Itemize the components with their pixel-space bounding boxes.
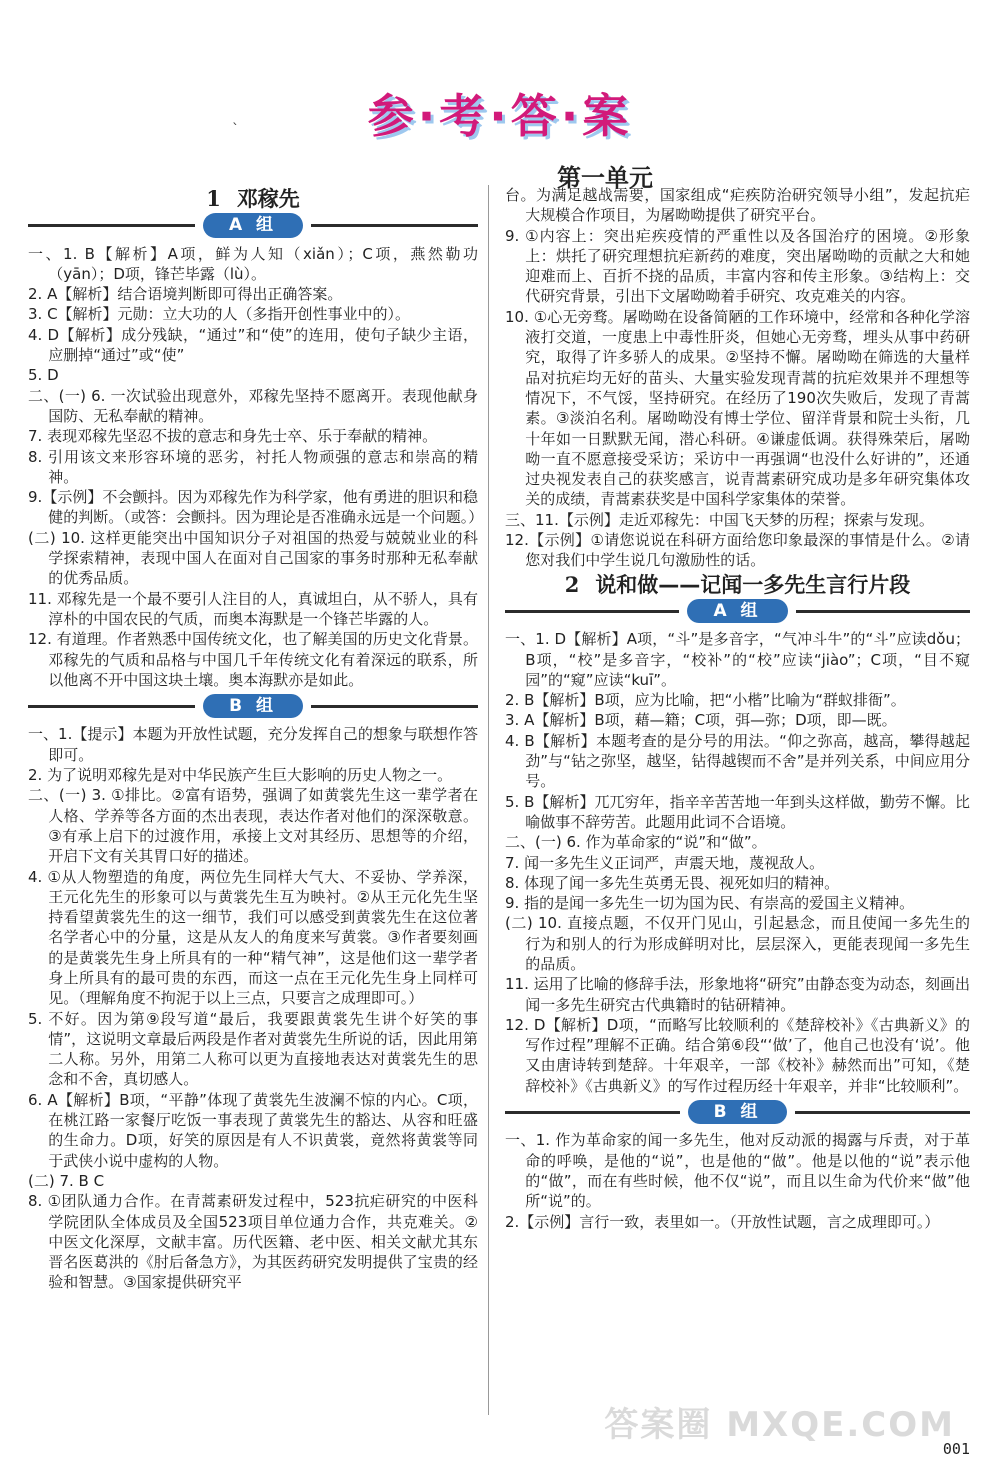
answer-item: (二) 10. 直接点题，不仅开门见山，引起悬念，而且使闻一多先生的行为和别人的行为形成鲜明对比，层层深入，更能表现闻一多先生的品质。 [505, 914, 970, 973]
lesson-number: 1 [206, 186, 221, 211]
answer-item: 7. 闻一多先生义正词严，声震天地，蔑视敌人。 [505, 853, 825, 872]
right-column [505, 185, 970, 1232]
group-rule [505, 610, 679, 613]
answer-item: 2. B【解析】B项，应为比喻，把“小楷”比喻为“群蚁排衙”。 [505, 691, 906, 710]
answer-item: 2.【示例】言行一致，表里如一。（开放性试题，言之成理即可。） [505, 1212, 940, 1231]
answer-item: 4. D【解析】成分残缺，“通过”和“使”的连用，使句子缺少主语，应删掉“通过”或“使” [28, 325, 478, 365]
answer-item: 一、1. 作为革命家的闻一多先生，他对反动派的揭露与斥责，对于革命的呼唤，是他的“说”，也是他的“做”。他是以他的“说”表示他的“做”，而在有些时候，他不仅“说”，而且以生命为代价来“做”他所“说”的。 [505, 1131, 970, 1211]
group-header [505, 599, 970, 623]
answer-item: 2. A【解析】结合语境判断即可得出正确答案。 [28, 285, 343, 304]
answer-item: 11. 运用了比喻的修辞手法，形象地将“研究”由静态变为动态，刻画出闻一多先生研究古代典籍时的钻研精神。 [505, 975, 970, 1014]
answer-item: 二、(一) 3. ①排比。②富有语势，强调了如黄裳先生这一辈学者在人格、学养等各方面的杰出表现，表达作者对他们的深深敬意。③有承上启下的过渡作用，承接上文对其经历、思想等的介绍，开启下文有关其胃口好的描述。 [28, 786, 478, 866]
answer-item: (二) 7. B C [28, 1171, 105, 1190]
unit-title: 第一单元 [557, 164, 653, 192]
lesson-title [28, 185, 478, 209]
group-rule [505, 1111, 680, 1114]
answer-item: 三、11.【示例】走近邓稼先：中国飞天梦的历程；探索与发现。 [505, 510, 934, 529]
answer-item: 11. 邓稼先是一个最不要引人注目的人，真诚坦白，从不骄人，具有淳朴的中国农民的气质，而奥本海默是一个锋芒毕露的人。 [28, 589, 478, 628]
lesson-title [505, 571, 970, 595]
answer-item: 2. 为了说明邓稼先是对中华民族产生巨大影响的历史人物之一。 [28, 766, 453, 785]
answer-item: 8. ①团队通力合作。在青蒿素研发过程中，523抗疟研究的中医科学院团队全体成员及全国523项目单位通力合作，共克难关。②中医文化深厚，文献丰富。历代医籍、老中医、相关文献尤其东晋名医葛洪的《肘后备急方》，为其医药研究发明提供了宝贵的经验和智慧。③国家提供研究平 [28, 1192, 478, 1292]
lesson-name: 说和做——记闻一多先生言行片段 [595, 572, 911, 597]
group-label: A 组 [687, 599, 787, 623]
answer-item: (二) 10. 这样更能突出中国知识分子对祖国的热爱与兢兢业业的科学探索精神，表现中国人在面对自己国家的事务时那种无私奉献的优秀品质。 [28, 528, 478, 588]
lesson-name: 邓稼先 [236, 187, 300, 211]
decorative-mark: ˋ [232, 122, 239, 138]
answer-item: 5. D [28, 366, 59, 385]
answer-item: 一、1. D【解析】A项，“斗”是多音字，“气冲斗牛”的“斗”应读dǒu；B项，“校”是多音字，“校补”的“校”应读“jiào”；C项，“目不窥园”的“窥”应读“kuī”。 [505, 630, 970, 689]
page-number: 001 [942, 1440, 970, 1458]
group-label: B 组 [203, 694, 303, 718]
group-label: A 组 [203, 213, 303, 237]
group-header [505, 1100, 970, 1124]
answer-item: 9. 指的是闻一多先生一切为国为民、有崇高的爱国主义精神。 [505, 894, 915, 913]
answer-item: 10. ①心无旁骛。屠呦呦在设备简陋的工作环境中，经常和各种化学溶液打交道，一度患上中毒性肝炎，但她心无旁骛，埋头从事中药研究，取得了许多骄人的成果。②坚持不懈。屠呦呦在筛选的大量样品对抗疟均无好的苗头、大量实验发现青蒿的抗疟效果并不理想等情况下，不气馁，坚持研究。在经历了190次失败后，发现了青蒿素。③淡泊名利。屠呦呦没有博士学位、留洋背景和院士头衔，几十年如一日默默无闻，潜心科研。④谦虚低调。获得殊荣后，屠呦呦一直不愿意接受采访；采访中一再强调“也没什么好讲的”，还通过央视发表自己的获奖感言，说青蒿素研究成功是多年研究集体攻关的成绩，青蒿素获奖是中国科学家集体的荣誉。 [505, 307, 970, 509]
left-column [28, 185, 484, 1293]
answer-item: 12. 有道理。作者熟悉中国传统文化，也了解美国的历史文化背景。邓稼先的气质和品格与中国几千年传统文化有着深远的联系，所以他离不开中国这块土壤。奥本海默亦是如此。 [28, 630, 478, 689]
group-rule [311, 224, 478, 227]
answer-item: 4. B【解析】本题考查的是分号的用法。“仰之弥高，越高，攀得越起劲”与“钻之弥坚，越坚，钻得越锲而不舍”是并列关系，中间应用分号。 [505, 731, 970, 791]
group-rule [796, 610, 970, 613]
watermark: 答案圈 MXQE.COM [604, 1405, 955, 1445]
answer-item: 12. D【解析】D项，“而略写比较顺利的《楚辞校补》《古典新义》的写作过程”理解不正确。结合第⑥段“‘做’了，他自己也没有‘说’。他又由唐诗转到楚辞。十年艰辛，一部《校补》赫然而出”可知，《楚辞校补》《古典新义》的写作过程历经十年艰辛，并非“比较顺利”。 [505, 1015, 970, 1095]
answer-item: 12.【示例】①请您说说在科研方面给您印象最深的事情是什么。②请您对我们中学生说几句激励性的话。 [505, 531, 970, 570]
column-divider [488, 185, 489, 1415]
answer-item: 5. B【解析】兀兀穷年，指辛辛苦苦地一年到头这样做，勤劳不懈。比喻做事不辞劳苦。此题用此词不合语境。 [505, 792, 970, 831]
answer-item: 台。为满足越战需要，国家组成“疟疾防治研究领导小组”，发起抗疟大规模合作项目，为屠呦呦提供了研究平台。 [505, 186, 970, 225]
answer-item: 4. ①从人物塑造的角度，两位先生同样大气大、不妥协、学养深，王元化先生的形象可以与黄裳先生互为映衬。②从王元化先生坚持看望黄裳先生的这一细节，我们可以感受到黄裳先生在这位著名学者心中的分量，这是从友人的角度来写黄裳。③作者要刻画的是黄裳先生身上所具有的一种“精气神”，这是他们这一辈学者身上所具有的最可贵的东西，而这一点在王元化先生身上同样可见。（理解角度不拘泥于以上三点，只要言之成理即可。） [28, 867, 478, 1008]
group-header [28, 213, 478, 237]
answer-item: 一、1.【提示】本题为开放性试题，充分发挥自己的想象与联想作答即可。 [28, 725, 478, 764]
answer-item: 二、(一) 6. 作为革命家的“说”和“做”。 [505, 833, 767, 852]
answer-item: 8. 体现了闻一多先生英勇无畏、视死如归的精神。 [505, 873, 840, 892]
answer-item: 3. C【解析】元勋：立大功的人（多指开创性事业中的）。 [28, 305, 411, 324]
lesson-number: 2 [564, 571, 580, 597]
answer-item: 3. A【解析】B项，藉—籍；C项，弭—弥；D项，即—既。 [505, 711, 897, 730]
group-rule [28, 705, 195, 708]
group-label: B 组 [688, 1100, 788, 1124]
group-rule [795, 1111, 970, 1114]
answer-item: 9.【示例】不会颤抖。因为邓稼先作为科学家，他有勇进的胆识和稳健的判断。（或答：会颤抖。因为理论是否准确永远是一个问题。） [28, 488, 484, 527]
page-header [0, 80, 1000, 146]
answer-item: 7. 表现邓稼先坚忍不拔的意志和身先士卒、乐于奉献的精神。 [28, 427, 438, 446]
group-rule [28, 224, 195, 227]
group-rule [311, 705, 478, 708]
answer-item: 二、(一) 6. 一次试验出现意外，邓稼先坚持不愿离开。表现他献身国防、无私奉献的精神。 [28, 386, 478, 425]
answers-title: 参·考·答·案 [367, 89, 633, 143]
answer-item: 5. 不好。因为第⑨段写道“最后，我要跟黄裳先生讲个好笑的事情”，这说明文章最后两段是作者对黄裳先生所说的话，因此用第二人称。另外，用第二人称可以更为直接地表达对黄裳先生的思念和不舍，真切感人。 [28, 1009, 478, 1089]
answer-item: 6. A【解析】B项，“平静”体现了黄裳先生波澜不惊的内心。C项，在桃江路一家餐厅吃饭一事表现了黄裳先生的豁达、从容和旺盛的生命力。D项，好笑的原因是有人不识黄裳，竟然将黄裳等同于武侠小说中虚构的人物。 [28, 1090, 478, 1170]
group-header [28, 694, 478, 718]
answer-item: 一、1. B【解析】A项，鲜为人知（xiǎn）；C项，燕然勒功（yān）；D项，锋芒毕露（lù）。 [28, 244, 478, 283]
answer-item: 8. 引用该文来形容环境的恶劣，衬托人物顽强的意志和崇高的精神。 [28, 447, 478, 486]
answer-item: 9. ①内容上：突出疟疾疫情的严重性以及各国治疗的困境。②形象上：烘托了研究理想抗疟新药的难度，突出屠呦呦的贡献之大和她迎难而上、百折不挠的品质，丰富内容和传主形象。③结构上：交代研究背景，引出下文屠呦呦着手研究、攻克难关的内容。 [505, 226, 970, 306]
